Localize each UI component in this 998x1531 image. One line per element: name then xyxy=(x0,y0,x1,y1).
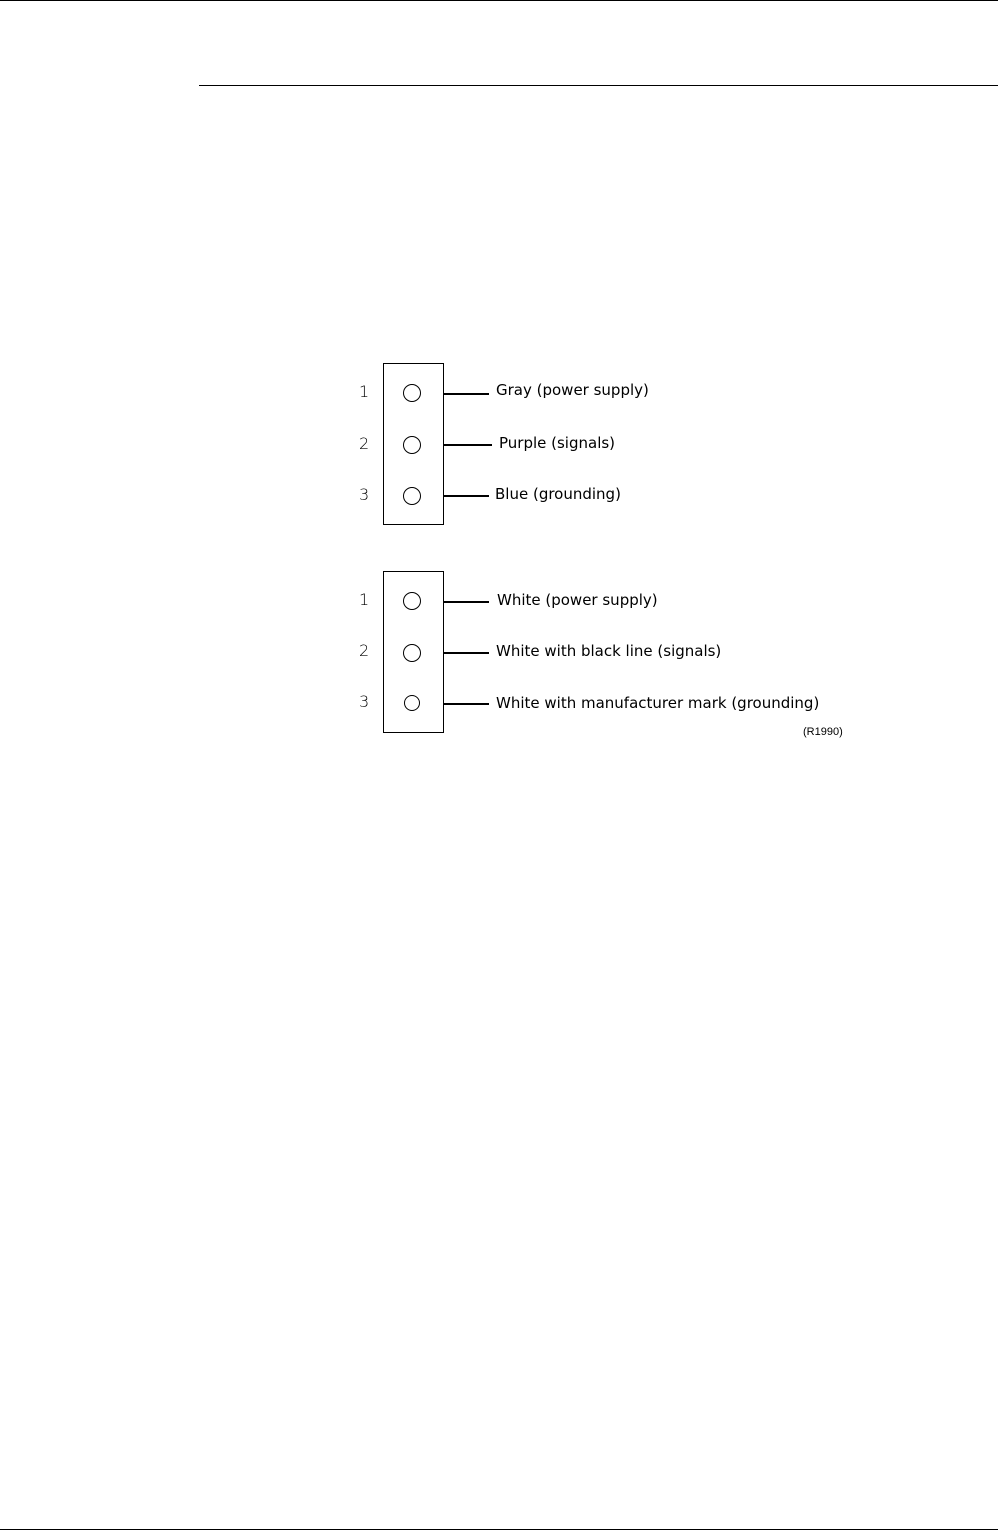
wire-label: White with black line (signals) xyxy=(496,642,722,660)
pin-number: 2 xyxy=(359,434,370,453)
top-border-rule xyxy=(0,0,998,1)
pin-number: 1 xyxy=(359,382,370,401)
bottom-border-rule xyxy=(0,1529,998,1530)
lead-line xyxy=(444,652,489,654)
wire-label: White (power supply) xyxy=(497,591,658,609)
lead-line xyxy=(444,601,489,603)
pin-number: 3 xyxy=(359,485,370,504)
wire-label: Gray (power supply) xyxy=(496,381,649,399)
lead-line xyxy=(444,444,492,446)
lead-line xyxy=(444,393,489,395)
wire-label: Blue (grounding) xyxy=(495,485,621,503)
pin-number: 2 xyxy=(359,641,370,660)
wire-label: Purple (signals) xyxy=(499,434,616,452)
pin-hole xyxy=(403,644,421,662)
wire-label: White with manufacturer mark (grounding) xyxy=(496,694,820,712)
lead-line xyxy=(444,703,489,705)
pin-hole xyxy=(404,695,420,711)
pin-hole xyxy=(403,384,421,402)
pin-number: 3 xyxy=(359,692,370,711)
header-rule xyxy=(199,85,998,86)
pin-hole xyxy=(403,487,421,505)
pin-number: 1 xyxy=(359,590,370,609)
lead-line xyxy=(444,495,489,497)
figure-reference-code: (R1990) xyxy=(803,726,843,738)
pin-hole xyxy=(403,592,421,610)
pin-hole xyxy=(403,436,421,454)
